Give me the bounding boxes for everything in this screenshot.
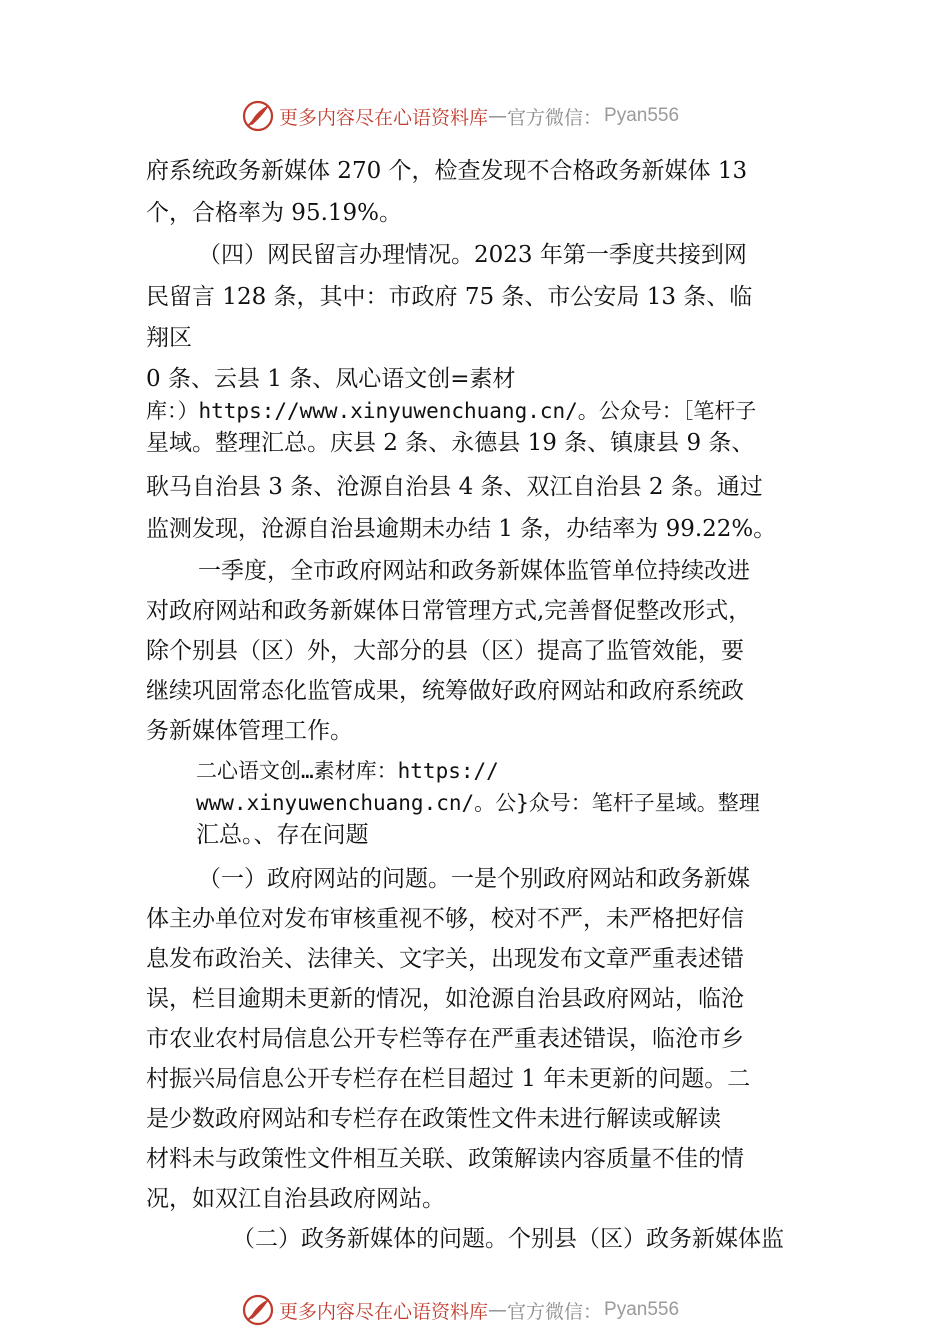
text-line: 除个别县（区）外，大部分的县（区）提高了监管效能，要 [146,638,744,664]
text-line: 材料未与政策性文件相互关联、政策解读内容质量不佳的情 [146,1146,744,1172]
text-line: 市农业农村局信息公开专栏等存在严重表述错误，临沧市乡 [146,1026,744,1052]
text-line: （二）政务新媒体的问题。个别县（区）政务新媒体监 [232,1226,784,1252]
text-line: 汇总。、存在问题 [196,822,369,848]
quill-seal-logo-icon [241,99,275,133]
text-line: 务新媒体管理工作。 [146,718,353,744]
text-line: 一季度，全市政府网站和政务新媒体监管单位持续改进 [198,558,750,584]
watermark-main-text: 更多内容尽在心语资料库 [279,1300,489,1323]
watermark-dash: — [488,1299,508,1321]
text-line: 0 条、云县 1 条、凤心语文创=素材 [146,366,516,392]
text-line: 是少数政府网站和专栏存在政策性文件未进行解读或解读 [146,1106,721,1132]
watermark-dash: — [488,105,508,127]
text-line: www.xinyuwenchuang.cn/。公}众号：笔杆子星域。整理 [196,791,760,815]
watermark-official-label: 官方微信： [507,106,603,129]
text-line: 耿马自治县 3 条、沧源自治县 4 条、双江自治县 2 条。通过 [146,474,763,500]
text-line: 民留言 128 条，其中：市政府 75 条、市公安局 13 条、临 [146,284,753,310]
text-line: 对政府网站和政务新媒体日常管理方式,完善督促整改形式， [146,598,752,624]
text-line: 库：）https://www.xinyuwenchuang.cn/。公众号：［笔杆子 [146,399,757,423]
watermark-main-text: 更多内容尽在心语资料库 [279,106,489,129]
text-line: 继续巩固常态化监管成果，统筹做好政府网站和政府系统政 [146,678,744,704]
text-line: 误，栏目逾期未更新的情况，如沧源自治县政府网站，临沧 [146,986,744,1012]
text-line: （四）网民留言办理情况。2023 年第一季度共接到网 [198,242,747,268]
watermark-account-id: Pyan556 [604,1299,680,1320]
watermark-account-id: Pyan556 [604,105,680,126]
text-line: 二心语文创…素材库：https:// [196,759,499,783]
text-line: 况，如双江自治县政府网站。 [146,1186,445,1212]
watermark-footer [0,1290,950,1330]
text-line: 府系统政务新媒体 270 个，检查发现不合格政务新媒体 13 [146,158,748,184]
text-line: 个，合格率为 95.19%。 [146,200,403,226]
text-line: 村振兴局信息公开专栏存在栏目超过 1 年未更新的问题。二 [146,1066,751,1092]
watermark-official-label: 官方微信： [507,1300,603,1323]
text-line: 监测发现，沧源自治县逾期未办结 1 条，办结率为 99.22%。 [146,516,777,542]
text-line: 翔区 [146,325,192,351]
text-line: （一）政府网站的问题。一是个别政府网站和政务新媒 [198,866,750,892]
text-line: 息发布政治关、法律关、文字关，出现发布文章严重表述错 [146,946,744,972]
text-line: 体主办单位对发布审核重视不够，校对不严，未严格把好信 [146,906,744,932]
quill-seal-logo-icon [241,1293,275,1327]
text-line: 星域。整理汇总。庆县 2 条、永德县 19 条、镇康县 9 条、 [146,430,755,456]
watermark-header [0,96,950,136]
